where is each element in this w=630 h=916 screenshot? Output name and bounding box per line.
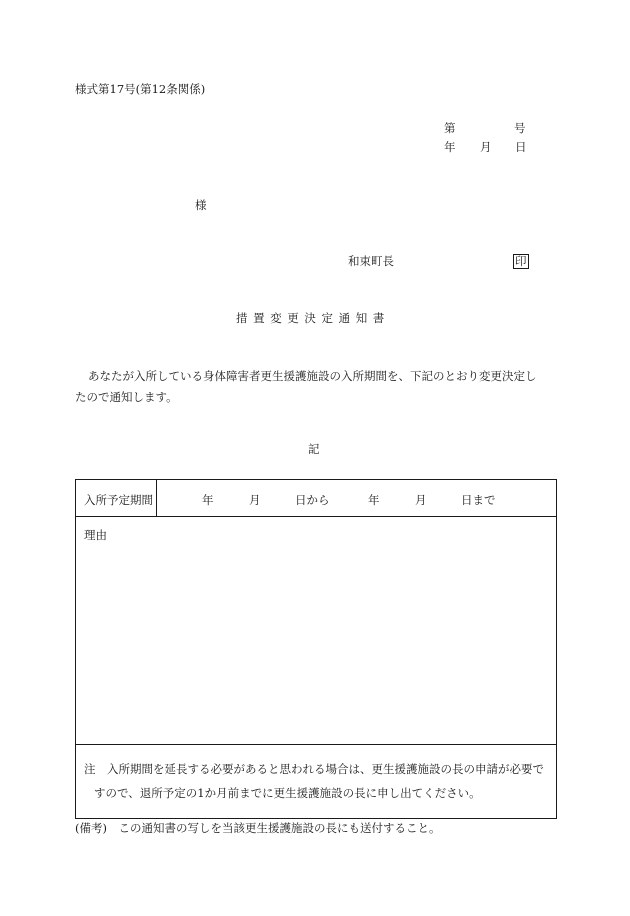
record-table [75, 479, 557, 819]
period-label-cell [76, 480, 157, 516]
issuer-title: 和束町長 [348, 254, 394, 268]
form-number: 様式第17号(第12条関係) [75, 82, 206, 96]
date-day-label: 日 [515, 140, 527, 154]
period-from-year: 年 [202, 493, 214, 507]
document-number-label: 第 [444, 121, 456, 135]
note-row [76, 744, 556, 818]
document-title: 措置変更決定通知書 [236, 311, 390, 325]
body-line-1: あなたが入所している身体障害者更生援護施設の入所期間を、下記のとおり変更決定し [88, 369, 537, 383]
period-to-year: 年 [368, 493, 380, 507]
note-line-1: 注 入所期間を延長する必要があると思われる場合は、更生援護施設の長の申請が必要で [84, 762, 544, 776]
ki-heading: 記 [308, 442, 320, 456]
date-year-label: 年 [444, 140, 456, 154]
period-row [76, 480, 556, 517]
addressee-honorific: 様 [195, 198, 207, 212]
remark-text: (備考) この通知書の写しを当該更生援護施設の長にも送付すること。 [75, 821, 441, 835]
period-to-day: 日まで [461, 493, 496, 507]
date-month-label: 月 [480, 140, 492, 154]
period-from-month: 月 [249, 493, 261, 507]
body-line-2: たので通知します。 [75, 390, 178, 404]
period-from-day: 日から [295, 493, 330, 507]
document-number-suffix: 号 [514, 121, 526, 135]
reason-label: 理由 [84, 528, 107, 542]
note-line-2: すので、退所予定の1か月前までに更生援護施設の長に申し出てください。 [94, 786, 481, 800]
body-text [75, 366, 559, 408]
period-to-month: 月 [415, 493, 427, 507]
period-label: 入所予定期間 [84, 493, 153, 507]
seal-mark: 印 [515, 254, 527, 268]
